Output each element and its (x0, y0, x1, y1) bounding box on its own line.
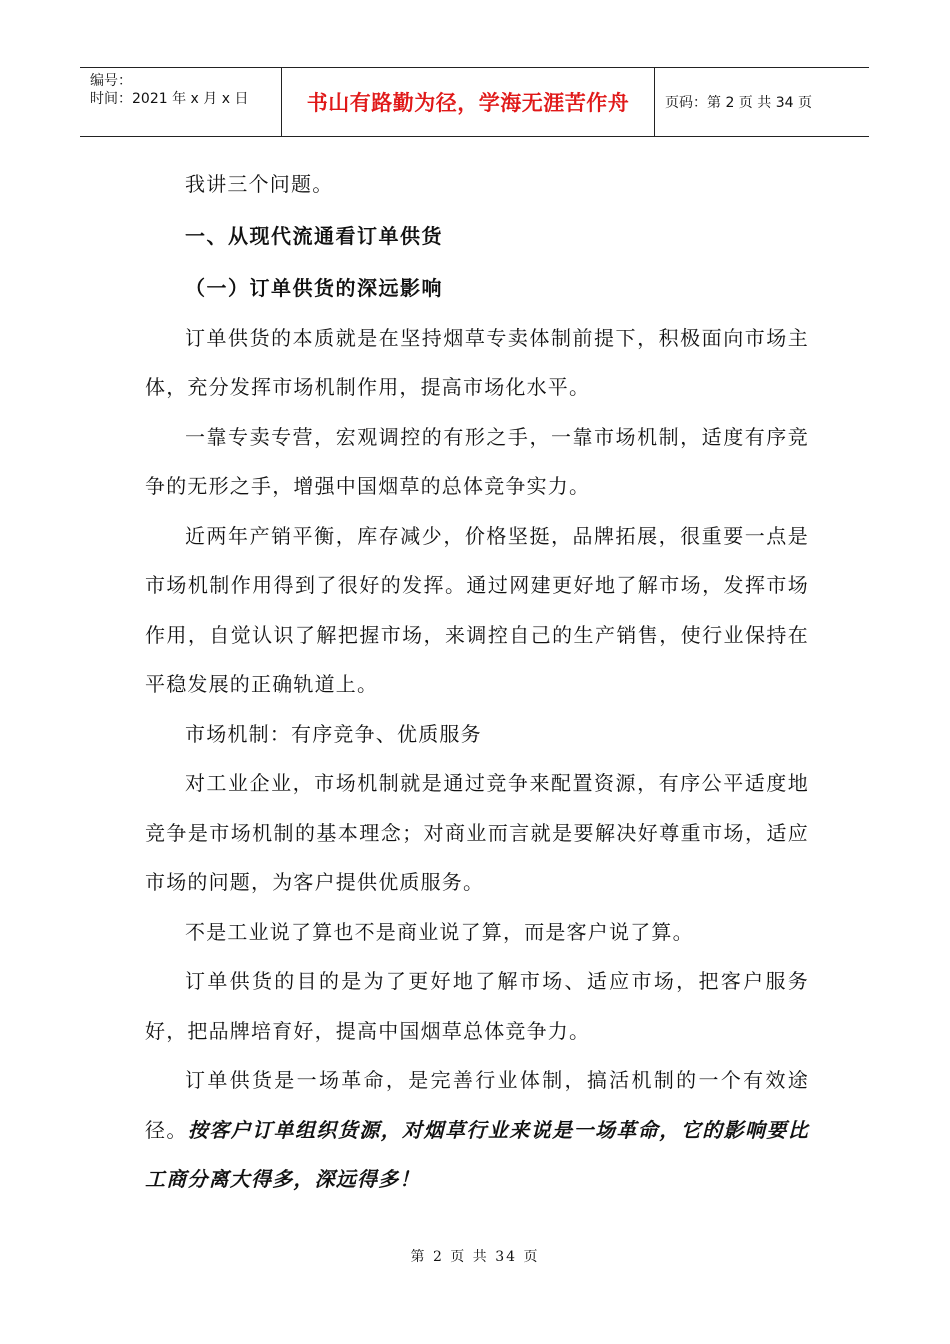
body-paragraph: 近两年产销平衡，库存减少，价格坚挺，品牌拓展，很重要一点是市场机制作用得到了很好的发挥。通过网建更好地了解市场，发挥市场作用，自觉认识了解把握市场，来调控自己的生产销售，使行业保持在平稳发展的正确轨道上。 (145, 523, 809, 696)
header-page-code: 页码：第 2 页 共 34 页 (665, 95, 812, 111)
header-page-cell (655, 68, 869, 136)
document-body (145, 160, 809, 1205)
body-paragraph-final (145, 1056, 809, 1205)
body-paragraph: 市场机制：有序竞争、优质服务 (185, 721, 482, 746)
header-info-cell (80, 68, 282, 136)
body-paragraph: 一靠专卖专营，宏观调控的有形之手，一靠市场机制，适度有序竞争的无形之手，增强中国烟草的总体竞争实力。 (145, 424, 809, 498)
body-paragraph: 订单供货的目的是为了更好地了解市场、适应市场，把客户服务好，把品牌培育好，提高中国烟草总体竞争力。 (145, 969, 809, 1043)
body-paragraph: 订单供货的本质就是在坚持烟草专卖体制前提下，积极面向市场主体，充分发挥市场机制作用，提高市场化水平。 (145, 325, 809, 399)
subsection-heading: （一）订单供货的深远影响 (185, 275, 443, 300)
body-paragraph: 不是工业说了算也不是商业说了算，而是客户说了算。 (185, 919, 694, 944)
header-motto-cell (282, 68, 655, 136)
intro-paragraph: 我讲三个问题。 (185, 172, 334, 196)
document-date-label: 时间：2021 年 x 月 x 日 (90, 91, 249, 107)
body-paragraph: 对工业企业，市场机制就是通过竞争来配置资源，有序公平适度地竞争是市场机制的基本理念；对商业而言就是要解决好尊重市场，适应市场的问题，为客户提供优质服务。 (145, 771, 809, 894)
final-plain-text: 订单供货是一场革命，是完善行业体制，搞活机制的一个有效途径。 (145, 1068, 809, 1142)
document-number-label: 编号： (90, 73, 132, 89)
section-heading: 一、从现代流通看订单供货 (185, 223, 443, 248)
page-header (80, 67, 869, 137)
final-emphasis-text: 按客户订单组织货源，对烟草行业来说是一场革命，它的影响要比工商分离大得多，深远得多！ (145, 1117, 809, 1191)
header-motto: 书山有路勤为径，学海无涯苦作舟 (306, 91, 630, 115)
page-footer: 第 2 页 共 34 页 (410, 1249, 540, 1265)
